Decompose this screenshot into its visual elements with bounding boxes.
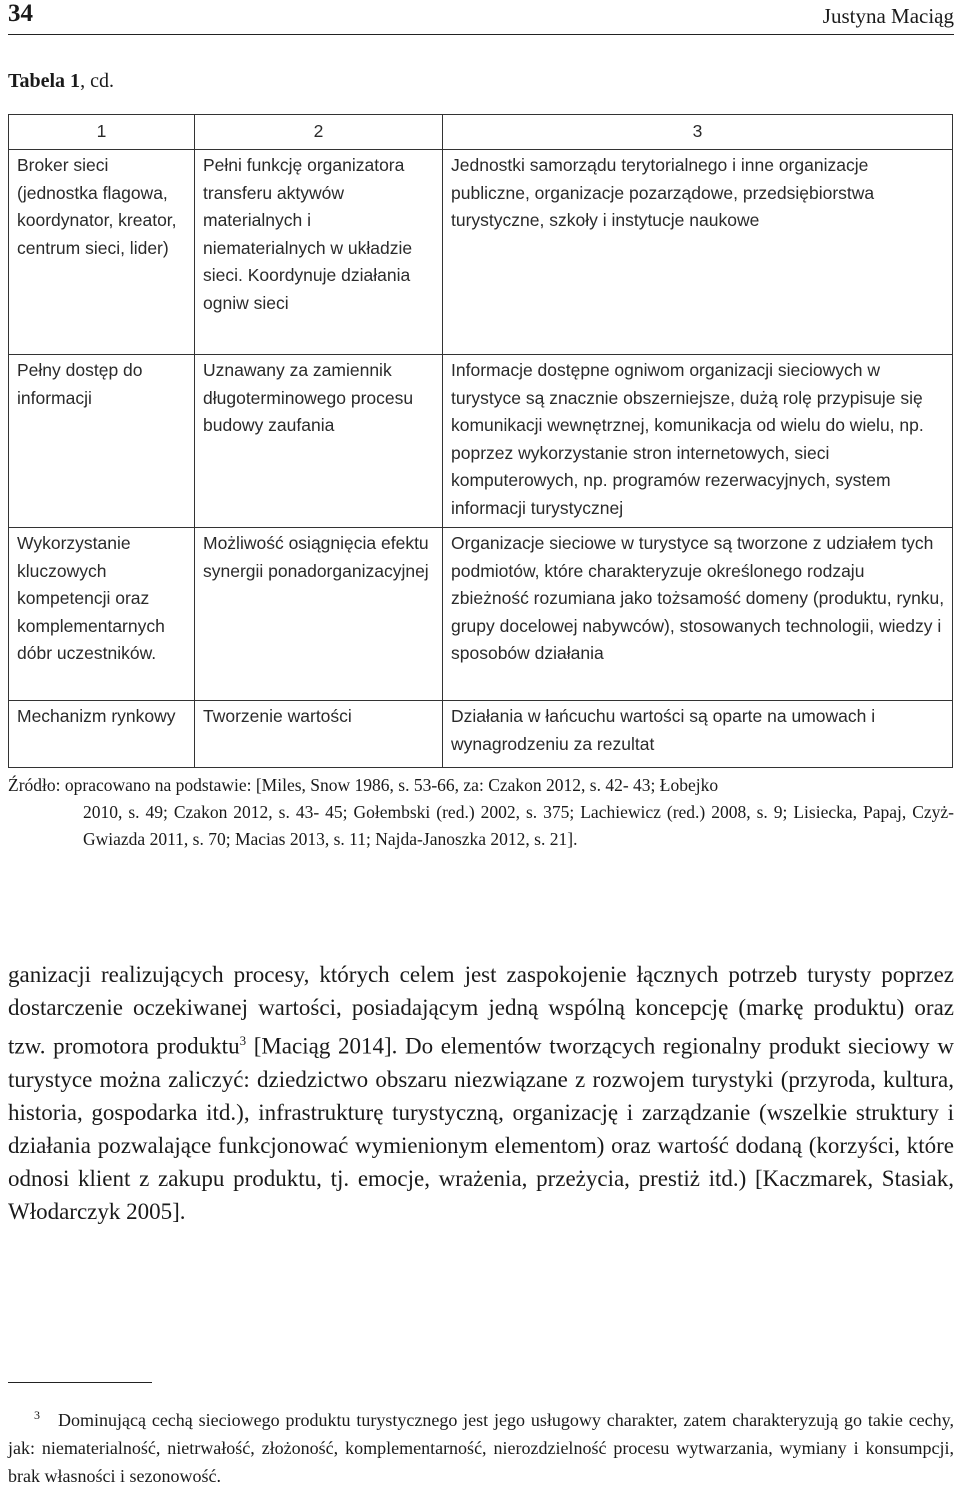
- body-text-part: [Maciąg 2014]. Do elementów tworzących regionalny produkt sieciowy w turystyce można zaliczyć: dziedzictwo obszaru niezwiązane z rozwojem turystyki (przyroda, kultura, historia, gospodarka itd.), infrastrukturę turystyczną, organizację i zarządzanie (wszelkie struktury i działania pozwalające funkcjonować wymienionym elementom) oraz wartość dodaną (korzyści, które odnosi klient z zakupu produktu, tj. emocje, wrażenia, przeżycia, prestiż itd.) [Kaczmarek, Stasiak, Włodarczyk 2005].: [8, 1033, 954, 1224]
- table-cell: Działania w łańcuchu wartości są oparte na umowach i wynagrodzeniu za rezultat: [443, 701, 953, 768]
- table-cell: Jednostki samorządu terytorialnego i inne organizacje publiczne, organizacje pozarządowe, przedsiębiorstwa turystyczne, szkoły i instytucje naukowe: [443, 150, 953, 355]
- table-cell: Pełny dostęp do informacji: [9, 355, 195, 528]
- body-text-part: ganizacji realizujących procesy, których celem jest zaspokojenie łącznych potrzeb turysty poprzez dostarczenie oczekiwanej wartości, posiadającym jedną wspólną koncepcję (markę produktu) oraz tzw. promotora produktu: [8, 962, 954, 1059]
- footnote-reference[interactable]: 3: [239, 1033, 247, 1048]
- table-cell: Możliwość osiągnięcia efektu synergii ponadorganizacyjnej: [195, 528, 443, 701]
- source-line-rest: 2010, s. 49; Czakon 2012, s. 43- 45; Gołembski (red.) 2002, s. 375; Lachiewicz (red.) 2008, s. 9; Lisiecka, Papaj, Czyż-Gwiazda 2011, s. 70; Macias 2013, s. 11; Najda-Janoszka 2012, s. 21].: [83, 802, 954, 849]
- table-cell: Tworzenie wartości: [195, 701, 443, 768]
- table-row: [9, 701, 953, 768]
- running-header: [8, 0, 954, 35]
- table-cell: Broker sieci (jednostka flagowa, koordynator, kreator, centrum sieci, lider): [9, 150, 195, 355]
- column-header: 1: [9, 115, 195, 150]
- table-row: [9, 150, 953, 355]
- table-cell: Pełni funkcję organizatora transferu aktywów materialnych i niematerialnych w układzie sieci. Koordynuje działania ogniw sieci: [195, 150, 443, 355]
- page-number: 34: [8, 0, 33, 27]
- data-table: [8, 114, 953, 768]
- column-header: 3: [443, 115, 953, 150]
- table-row: [9, 355, 953, 528]
- body-paragraph: [8, 958, 954, 1228]
- table-cell: Organizacje sieciowe w turystyce są tworzone z udziałem tych podmiotów, które charakteryzuje określonego rodzaju zbieżność rozumiana jako tożsamość domeny (produktu, rynku, grupy docelowej nabywców), stosowanych technologii, wiedzy i sposobów działania: [443, 528, 953, 701]
- table-label: Tabela 1: [8, 70, 81, 92]
- column-header: 2: [195, 115, 443, 150]
- table-continued: , cd.: [80, 70, 114, 92]
- table-cell: Mechanizm rynkowy: [9, 701, 195, 768]
- table-cell: Wykorzystanie kluczowych kompetencji oraz komplementarnych dóbr uczestników.: [9, 528, 195, 701]
- table-caption: [8, 70, 114, 93]
- footnote-separator: [8, 1382, 152, 1383]
- table-cell: Informacje dostępne ogniwom organizacji sieciowych w turystyce są znacznie obszerniejsze, dużą rolę przypisuje się komunikacji wewnętrznej, komunikacja od wielu do wielu, np. poprzez wykorzystanie stron internetowych, sieci komputerowych, np. programów rezerwacyjnych, system informacji turystycznej: [443, 355, 953, 528]
- source-line-first: Źródło: opracowano na podstawie: [Miles, Snow 1986, s. 53-66, za: Czakon 2012, s. 42- 43; Łobejko: [8, 775, 719, 795]
- table-source-note: [8, 772, 954, 853]
- table-cell: Uznawany za zamiennik długoterminowego procesu budowy zaufania: [195, 355, 443, 528]
- footnote-text: Dominującą cechą sieciowego produktu turystycznego jest jego usługowy charakter, zatem charakteryzują go takie cechy, jak: niematerialność, nietrwałość, złożoność, komplementarność, nierozdzielność procesu wytwarzania, wymiany i konsumpcji, brak własności i sezonowość.: [8, 1410, 954, 1486]
- footnote-mark: 3: [34, 1408, 40, 1422]
- running-author: Justyna Maciąg: [822, 4, 954, 28]
- table-row: [9, 528, 953, 701]
- footnote: [8, 1401, 954, 1490]
- table-header-row: [9, 115, 953, 150]
